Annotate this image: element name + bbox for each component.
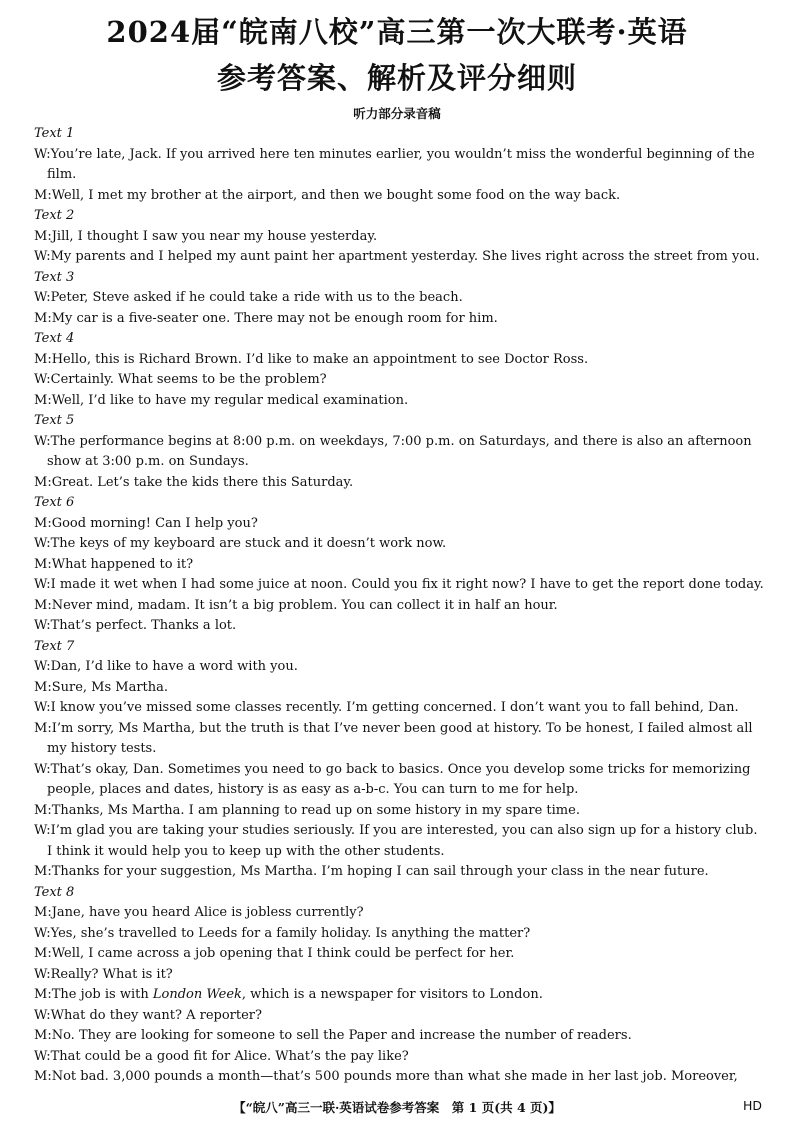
dialogue-text: Well, I came across a job opening that I think could be perfect for her. [51,946,515,961]
dialogue-line: M:Not bad. 3,000 pounds a month—that’s 500 pounds more than what she made in her last job. Moreover, [34,1069,738,1084]
speaker-label: W [34,823,47,838]
speaker-label: W [34,659,47,674]
dialogue-text: I made it wet when I had some juice at noon. Could you fix it right now? I have to get the report done today. [50,577,764,592]
dialogue-line: M:Jill, I thought I saw you near my house yesterday. [34,228,378,244]
text-label: Text 1 [34,126,75,141]
dialogue-text: Never mind, madam. It isn’t a big problem. You can collect it in half an hour. [51,597,558,613]
dialogue-line: W:That could be a good fit for Alice. What’s the pay like? [34,1048,409,1064]
speaker-label: M [34,802,48,818]
speaker-label: M [34,515,48,531]
dialogue-text: Jane, have you heard Alice is jobless currently? [51,905,364,920]
dialogue-line: W:Peter, Steve asked if he could take a ride with us to the beach. [34,290,463,305]
newspaper-title: London Week [152,987,242,1002]
dialogue-text: The keys of my keyboard are stuck and it doesn’t work now. [50,536,447,551]
dialogue-line: W:That’s okay, Dan. Sometimes you need to go back to basics. Once you develop some tricks for memorizing people, places and dates, history is as easy as a-b-c. You can turn to me for help. [34,761,751,797]
text-label: Text 3 [34,269,75,285]
dialogue-line: M:Well, I met my brother at the airport, and then we bought some food on the way back. [34,187,621,203]
speaker-label: W [34,249,47,264]
listening-transcript [34,124,764,1088]
speaker-label: M [34,228,48,244]
dialogue-text: No. They are looking for someone to sell the Paper and increase the number of readers. [51,1028,632,1043]
text-label: Text 6 [34,495,75,510]
dialogue-text: I know you’ve missed some classes recently. I’m getting concerned. I don’t want you to fall behind, Dan. [50,700,739,715]
text-label: Text 8 [34,884,75,900]
dialogue-text: Thanks for your suggestion, Ms Martha. I’m hoping I can sail through your class in the near future. [51,864,709,879]
dialogue-line: W:I made it wet when I had some juice at noon. Could you fix it right now? I have to get the report done today. [34,577,764,592]
dialogue-line: W:Dan, I’d like to have a word with you. [34,659,298,674]
dialogue-line: M:The job is with London Week, which is a newspaper for visitors to London. [34,987,543,1002]
speaker-label: W [34,536,47,551]
document-title: 2024届“皖南八校”高三第一次大联考·英语 [106,15,688,49]
text-label: Text 4 [34,331,75,346]
dialogue-line: W:Yes, she’s travelled to Leeds for a family holiday. Is anything the matter? [34,925,531,941]
dialogue-text: You’re late, Jack. If you arrived here ten minutes earlier, you wouldn’t miss the wonderful beginning of the film. [47,146,755,182]
dialogue-text: That’s perfect. Thanks a lot. [50,618,237,633]
dialogue-line: M:Sure, Ms Martha. [34,679,169,695]
dialogue-text: I’m sorry, Ms Martha, but the truth is that I’ve never been good at history. To be honest, I failed almost all my history tests. [47,720,753,756]
dialogue-text: I’m glad you are taking your studies seriously. If you are interested, you can also sign up for a history club. I think it would help you to keep up with the other students. [47,823,758,859]
dialogue-line: W:My parents and I helped my aunt paint her apartment yesterday. She lives right across the street from you. [34,249,760,264]
dialogue-line: W:That’s perfect. Thanks a lot. [34,618,237,633]
speaker-label: W [34,618,47,633]
dialogue-line: M:Good morning! Can I help you? [34,515,258,531]
dialogue-text: What happened to it? [51,556,194,572]
speaker-label: W [34,925,47,941]
dialogue-line: W:I’m glad you are taking your studies seriously. If you are interested, you can also sign up for a history club. I think it would help you to keep up with the other students. [34,823,758,859]
speaker-label: M [34,556,48,572]
speaker-label: W [34,433,47,449]
dialogue-line: M:Thanks for your suggestion, Ms Martha. I’m hoping I can sail through your class in the near future. [34,864,709,879]
speaker-label: W [34,1007,47,1023]
speaker-label: M [34,905,48,920]
speaker-label: W [34,1048,47,1064]
dialogue-line: M:Well, I’d like to have my regular medical examination. [34,392,409,408]
dialogue-line: M:What happened to it? [34,556,194,572]
footer-code: HD [742,1098,762,1113]
dialogue-text: Peter, Steve asked if he could take a ride with us to the beach. [50,290,463,305]
dialogue-text: Well, I’d like to have my regular medical examination. [51,392,409,408]
dialogue-line: M:I’m sorry, Ms Martha, but the truth is that I’ve never been good at history. To be honest, I failed almost all my history tests. [34,720,753,756]
speaker-label: M [34,679,48,695]
speaker-label: M [34,474,48,490]
dialogue-text: The performance begins at 8:00 p.m. on weekdays, 7:00 p.m. on Saturdays, and there is also an afternoon show at 3:00 p.m. on Sundays. [47,433,752,469]
dialogue-text: That’s okay, Dan. Sometimes you need to go back to basics. Once you develop some tricks for memorizing people, places and dates, history is as easy as a-b-c. You can turn to me for help. [47,761,751,797]
dialogue-line: M:No. They are looking for someone to sell the Paper and increase the number of readers. [34,1028,632,1043]
speaker-label: W [34,577,47,592]
dialogue-text: Sure, Ms Martha. [51,679,169,695]
speaker-label: W [34,372,47,387]
dialogue-line: M:Well, I came across a job opening that I think could be perfect for her. [34,946,515,961]
speaker-label: W [34,146,47,162]
page-footer: 【“皖八”高三一联·英语试卷参考答案 第 1 页(共 4 页)】 [233,1100,561,1115]
section-heading: 听力部分录音稿 [353,106,441,121]
dialogue-line: M:My car is a five-seater one. There may not be enough room for him. [34,310,498,326]
dialogue-line: W:You’re late, Jack. If you arrived here ten minutes earlier, you wouldn’t miss the wonderful beginning of the film. [34,146,755,182]
dialogue-text: Thanks, Ms Martha. I am planning to read up on some history in my spare time. [51,802,580,818]
speaker-label: M [34,864,48,879]
dialogue-text: Certainly. What seems to be the problem? [50,372,327,387]
speaker-label: M [34,187,48,203]
speaker-label: W [34,761,47,777]
dialogue-line: M:Never mind, madam. It isn’t a big problem. You can collect it in half an hour. [34,597,558,613]
document-subtitle: 参考答案、解析及评分细则 [216,61,577,95]
text-label: Text 2 [34,208,75,223]
text-label: Text 5 [34,413,75,428]
speaker-label: M [34,597,48,613]
speaker-label: W [34,290,47,305]
speaker-label: M [34,1069,48,1084]
dialogue-text: My parents and I helped my aunt paint her apartment yesterday. She lives right across the street from you. [50,249,760,264]
dialogue-text: Really? What is it? [50,966,173,982]
dialogue-text: My car is a five-seater one. There may not be enough room for him. [51,310,498,326]
text-label: Text 7 [34,638,75,654]
speaker-label: W [34,700,47,715]
dialogue-text: That could be a good fit for Alice. What’s the pay like? [50,1048,409,1064]
dialogue-line: M:Jane, have you heard Alice is jobless currently? [34,905,364,920]
dialogue-line: M:Great. Let’s take the kids there this Saturday. [34,474,354,490]
dialogue-text: Dan, I’d like to have a word with you. [50,659,298,674]
speaker-label: M [34,946,48,961]
dialogue-text: Good morning! Can I help you? [51,515,258,531]
dialogue-text: Well, I met my brother at the airport, and then we bought some food on the way back. [51,187,621,203]
speaker-label: W [34,966,47,982]
dialogue-line: W:Really? What is it? [34,966,173,982]
dialogue-text: Great. Let’s take the kids there this Saturday. [51,474,354,490]
dialogue-text: Hello, this is Richard Brown. I’d like to make an appointment to see Doctor Ross. [51,351,589,367]
dialogue-text: What do they want? A reporter? [50,1007,262,1023]
dialogue-line: W:What do they want? A reporter? [34,1007,262,1023]
dialogue-text: Not bad. 3,000 pounds a month—that’s 500 pounds more than what she made in her last job. Moreover, [51,1069,738,1084]
dialogue-text: Yes, she’s travelled to Leeds for a family holiday. Is anything the matter? [50,925,531,941]
dialogue-line: W:I know you’ve missed some classes recently. I’m getting concerned. I don’t want you to fall behind, Dan. [34,700,739,715]
dialogue-line: M:Thanks, Ms Martha. I am planning to read up on some history in my spare time. [34,802,580,818]
speaker-label: M [34,310,48,326]
dialogue-text: The job is with London Week, which is a newspaper for visitors to London. [51,987,543,1002]
dialogue-line: W:Certainly. What seems to be the problem? [34,372,327,387]
dialogue-line: W:The performance begins at 8:00 p.m. on weekdays, 7:00 p.m. on Saturdays, and there is also an afternoon show at 3:00 p.m. on Sundays. [34,433,752,469]
speaker-label: M [34,1028,48,1043]
speaker-label: M [34,351,48,367]
dialogue-line: M:Hello, this is Richard Brown. I’d like to make an appointment to see Doctor Ross. [34,351,589,367]
dialogue-line: W:The keys of my keyboard are stuck and it doesn’t work now. [34,536,447,551]
speaker-label: M [34,720,48,736]
speaker-label: M [34,392,48,408]
speaker-label: M [34,987,48,1002]
dialogue-text: Jill, I thought I saw you near my house yesterday. [51,228,378,244]
